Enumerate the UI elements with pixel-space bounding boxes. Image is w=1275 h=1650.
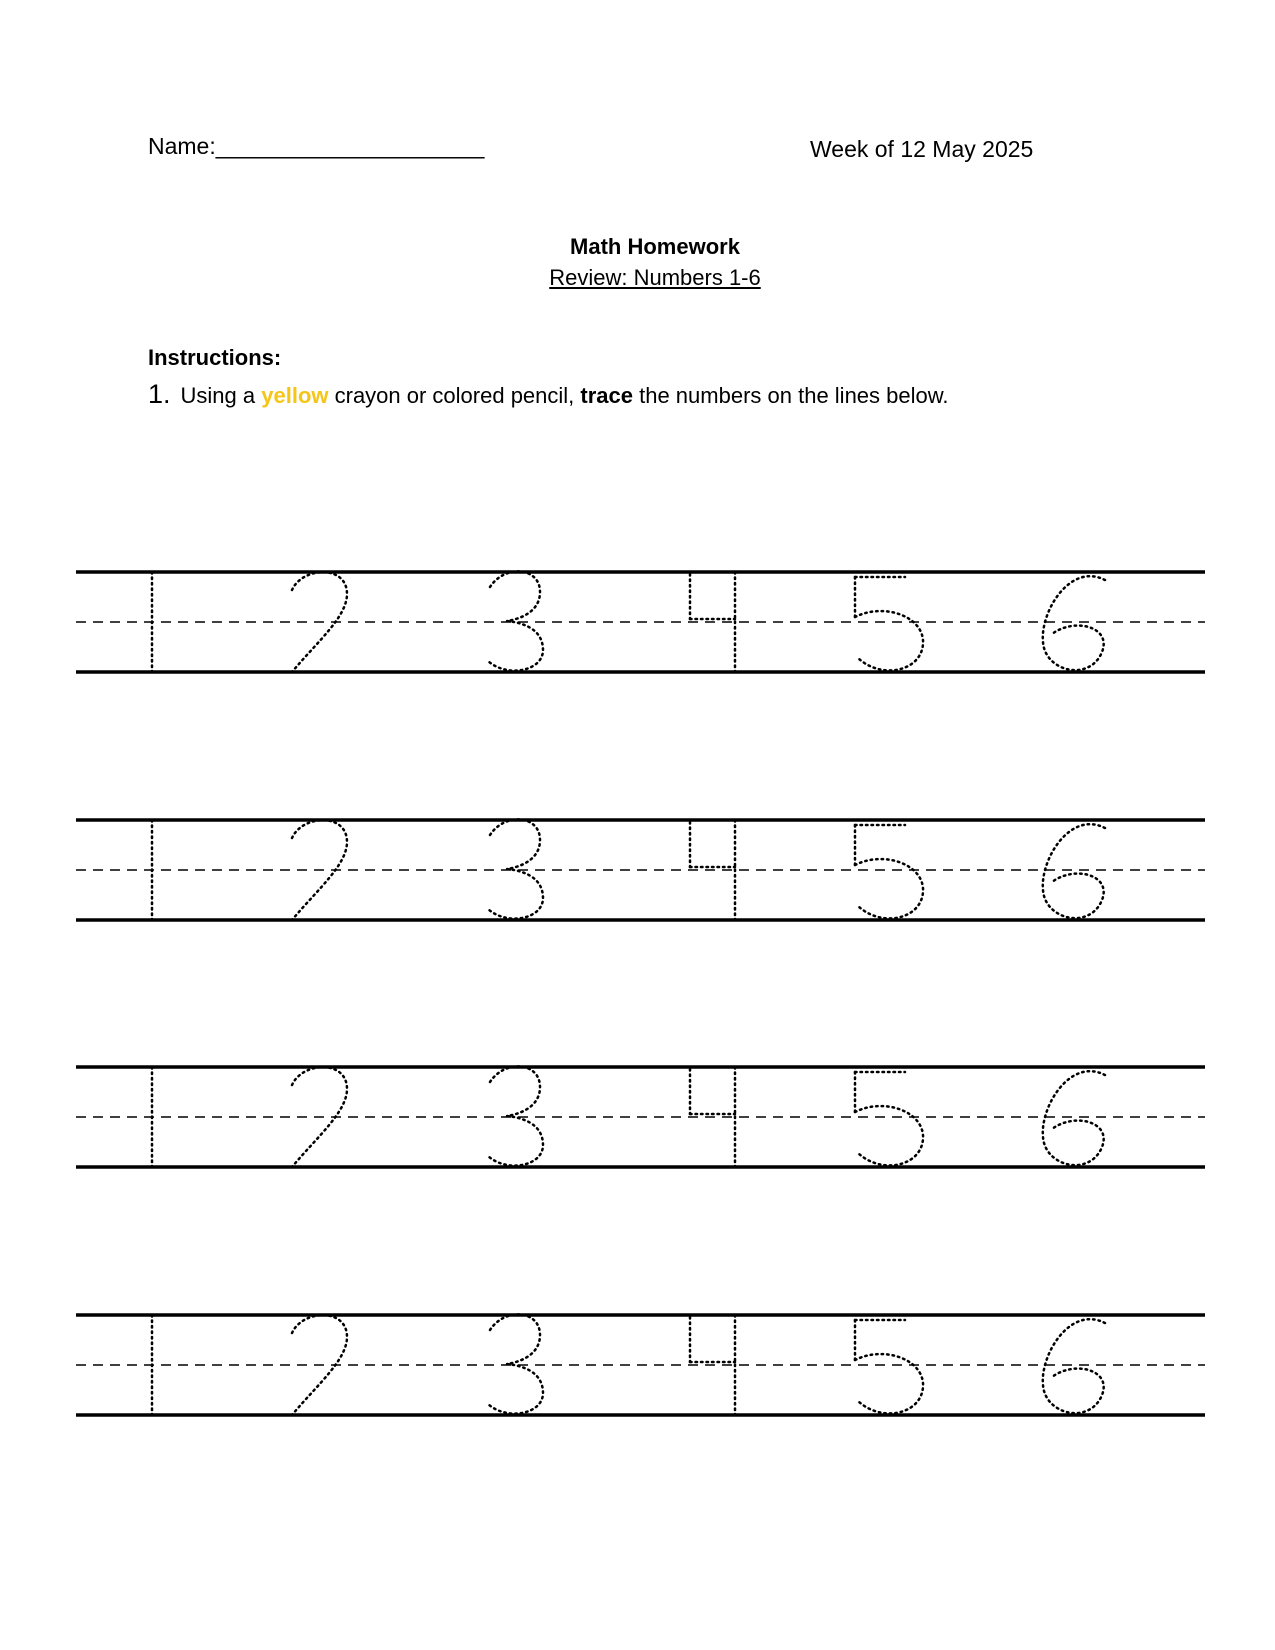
instruction-color-word: yellow — [261, 383, 329, 408]
instruction-number: 1. — [148, 379, 171, 409]
trace-digit-3[interactable] — [487, 1066, 543, 1165]
week-date: Week of 12 May 2025 — [810, 136, 1034, 162]
dotted-stroke — [855, 859, 923, 918]
trace-digit-6[interactable] — [1043, 1071, 1105, 1165]
dotted-stroke — [1043, 1319, 1105, 1413]
name-blank: _____ — [420, 133, 485, 159]
dotted-stroke — [855, 1354, 923, 1413]
subtitle-text: Review: Numbers 1-6 — [549, 265, 761, 290]
instruction-text-3: the numbers on the lines below. — [633, 383, 949, 408]
trace-digit-6[interactable] — [1043, 1319, 1105, 1413]
instruction-text-2: crayon or colored pencil, — [328, 383, 581, 408]
tracing-row[interactable] — [76, 819, 1205, 920]
dotted-stroke — [855, 1106, 923, 1165]
dotted-stroke — [855, 611, 923, 670]
name-label: Name:________________ — [148, 133, 421, 159]
instruction-text-1: Using a — [180, 383, 262, 408]
dotted-stroke — [1043, 1071, 1105, 1165]
trace-digit-6[interactable] — [1043, 576, 1105, 670]
trace-digit-3[interactable] — [487, 1314, 543, 1413]
dotted-stroke — [487, 1314, 543, 1413]
trace-digit-3[interactable] — [487, 571, 543, 670]
trace-digit-5[interactable] — [855, 577, 923, 670]
tracing-row[interactable] — [76, 1314, 1205, 1415]
dotted-stroke — [487, 819, 543, 918]
page-title: Math Homework — [570, 234, 740, 259]
trace-digit-5[interactable] — [855, 825, 923, 918]
tracing-row[interactable] — [76, 571, 1205, 672]
dotted-stroke — [1043, 576, 1105, 670]
trace-digit-3[interactable] — [487, 819, 543, 918]
dotted-stroke — [487, 571, 543, 670]
instruction-action-word: trace — [580, 383, 633, 408]
tracing-row[interactable] — [76, 1066, 1205, 1167]
trace-digit-5[interactable] — [855, 1072, 923, 1165]
dotted-stroke — [487, 1066, 543, 1165]
trace-digit-6[interactable] — [1043, 824, 1105, 918]
instructions-heading: Instructions: — [148, 345, 282, 370]
dotted-stroke — [1043, 824, 1105, 918]
trace-digit-5[interactable] — [855, 1320, 923, 1413]
